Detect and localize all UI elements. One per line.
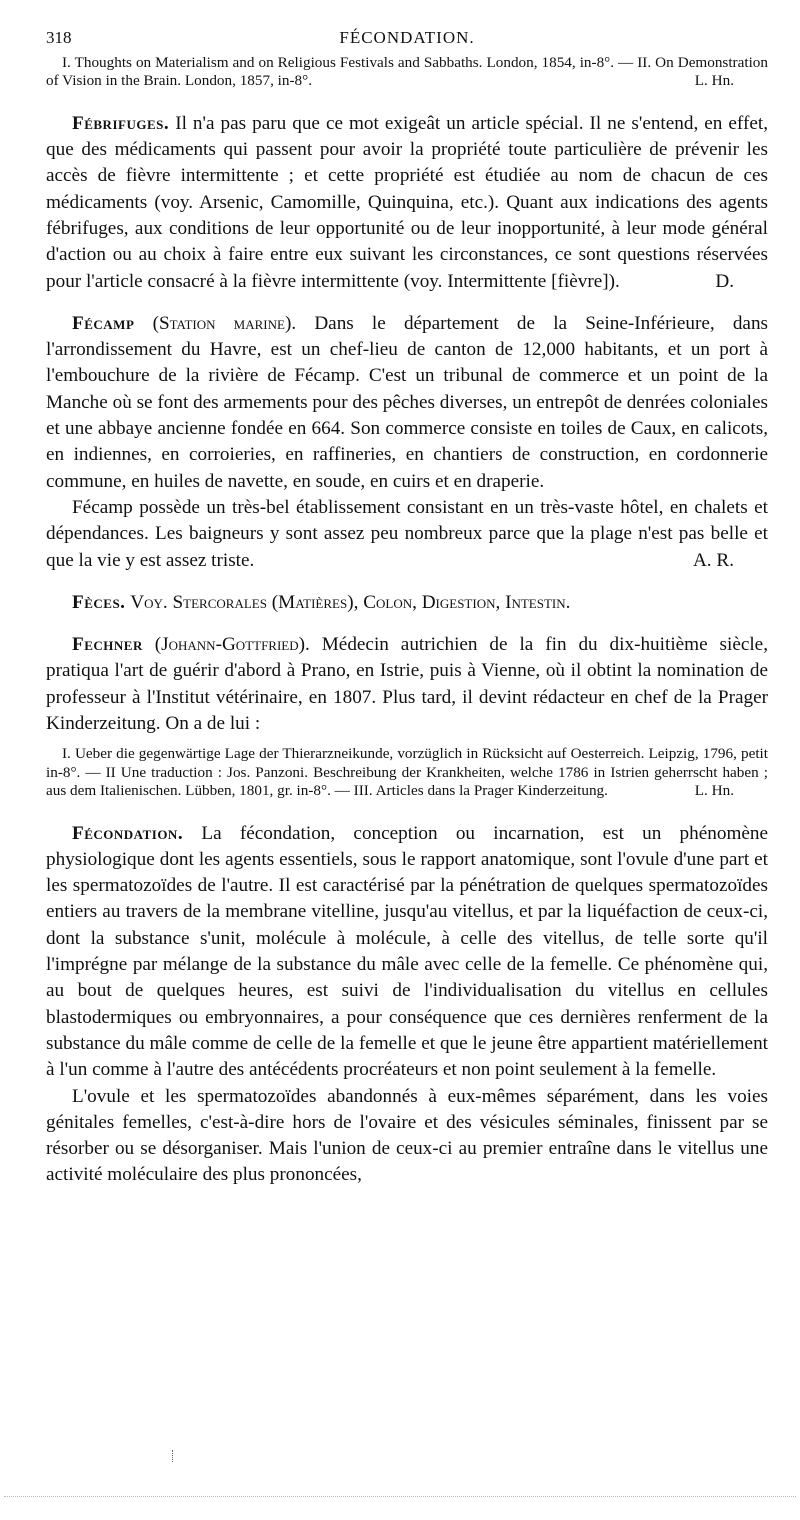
entry-heading: Fechner [72, 634, 143, 656]
entry-fecamp [46, 311, 768, 495]
author-signature: L. Hn. [694, 782, 734, 800]
author-signature: D. [715, 270, 734, 292]
entry-fecondation-continued [46, 1084, 768, 1189]
running-title: FÉCONDATION. [339, 28, 475, 47]
entry-body: Fécamp possède un très-bel établissement consistant en un très-vaste hôtel, en chalets et dépendances. Les baigneurs y sont assez peu nombreux parce que la plage n'est pas belle et que la vie y est assez triste. [46, 496, 768, 571]
entry-body: Il n'a pas paru que ce mot exigeât un article spécial. Il ne s'entend, en effet, que des médicaments qui passent pour avoir la propriété toute particulière de prévenir les accès de fièvre intermittente ; et cette propriété est étudiée au nom de chacun de ces médicaments (voy. Arsenic, Camomille, Quinquina, etc.). Quant aux indications des agents fébrifuges, aux conditions de leur opportunité ou de leur inopportunité, à leur mode général d'action ou au choix à faire entre eux suivant les circonstances, ce sont questions réservées pour l'article consacré à la fièvre intermittente (voy. Intermittente [fièvre]). [46, 112, 769, 292]
entry-heading: Fécamp [72, 312, 135, 334]
scan-edge-rule [4, 1496, 796, 1497]
entry-feces [46, 590, 768, 616]
entry-body: L'ovule et les spermatozoïdes abandonnés à eux-mêmes séparément, dans les voies génitales femelles, c'est-à-dire hors de l'ovaire et des vésicules séminales, finissent par se résorber ou se désorganiser. Mais l'union de ceux-ci au premier entraîne dans le vitellus une activité moléculaire des plus prononcées, [46, 1085, 768, 1186]
bibliography-note-previous-entry [46, 54, 768, 91]
entry-fechner [46, 632, 768, 737]
page-number: 318 [46, 28, 72, 47]
entry-body: Voy. Stercorales (Matières), Colon, Digestion, Intestin. [130, 591, 571, 613]
running-header [46, 28, 768, 54]
author-signature: A. R. [692, 549, 734, 571]
bibliography-text: I. Thoughts on Materialism and on Religious Festivals and Sabbaths. London, 1854, in-8°. — II. On Demonstration of Vision in the Brain. London, 1857, in-8°. [46, 54, 768, 90]
author-signature: L. Hn. [694, 72, 734, 90]
entry-body: Médecin autrichien de la fin du dix-huitième siècle, pratiqua l'art de guérir d'abord à Prano, en Istrie, puis à Vienne, où il obtint la nomination de professeur à l'Institut vétérinaire, en 1807. Plus tard, il devint rédacteur en chef de la Prager Kinderzeitung. On a de lui : [46, 634, 768, 735]
print-speck [172, 1450, 176, 1462]
entry-heading: Fébrifuges. [72, 112, 170, 134]
entry-subheading: (Johann-Gottfried). [154, 634, 310, 656]
entry-body: Dans le département de la Seine-Inférieure, dans l'arrondissement du Havre, est un chef-lieu de canton de 12,000 habitants, et un port à l'embouchure de la rivière de Fécamp. C'est un tribunal de commerce et un point de la Manche où se font des armements pour des pêches diverses, un entrepôt de denrées coloniales et une abbaye ancienne fondée en 664. Son commerce consiste en toiles de Caux, en calicots, en indiennes, en corroieries, en raffineries, en chantiers de construction, en cordonnerie commune, en huiles de navette, en soude, en cuirs et en draperie. [46, 312, 769, 492]
entry-heading: Fèces. [72, 591, 126, 613]
dictionary-page [46, 28, 768, 1189]
entry-fecamp-continued [46, 495, 768, 574]
entry-fecondation [46, 821, 768, 1084]
entry-heading: Fécondation. [72, 822, 184, 844]
bibliography-text: I. Ueber die gegenwärtige Lage der Thierarzneikunde, vorzüglich in Rücksicht auf Oesterreich. Leipzig, 1796, petit in-8°. — II Une traduction : Jos. Panzoni. Beschreibung der Krankheiten, welche 1786 in Istrien geherrscht haben ; aus dem Italienischen. Lübben, 1801, gr. in-8°. — III. Articles dans la Prager Kinderzeitung. [46, 745, 768, 800]
entry-subheading: (Station marine). [152, 312, 297, 334]
entry-febrifuges [46, 111, 768, 295]
bibliography-note [46, 745, 768, 800]
entry-body: La fécondation, conception ou incarnation, est un phénomène physiologique dont les agents essentiels, sous le rapport anatomique, sont l'ovule d'une part et les spermatozoïdes de l'autre. Il est caractérisé par la pénétration de quelques spermatozoïdes entiers au travers de la membrane vitelline, jusqu'au vitellus, et par la liquéfaction de ceux-ci, dont la substance s'unit, molécule à molécule, à celle des vitellus, de telle sorte qu'il l'imprégne par mélange de la substance du mâle avec celle de la femelle. Ce phénomène qui, au bout de quelques heures, est suivi de l'individualisation du vitellus en cellules blastodermiques ou embryonnaires, a pour conséquence que ces dernières renferment de la substance du mâle comme de celle de la femelle et que le jeune être appartient matériellement à l'un comme à l'autre des antécédents procréateurs et non point seulement à la femelle. [46, 822, 768, 1081]
